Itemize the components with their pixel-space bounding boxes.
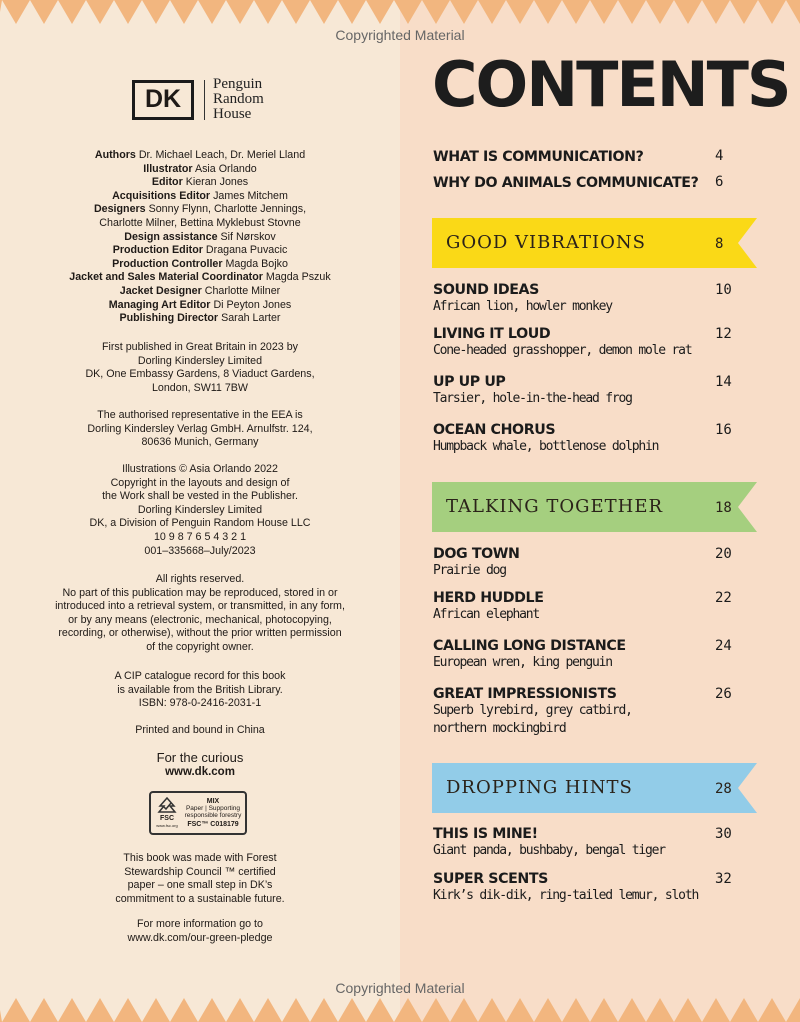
section-title: GOOD VIBRATIONS [446,232,646,253]
section-banner-good-vibrations[interactable] [432,218,757,268]
contents-page-number: 24 [715,638,732,654]
publication-line: Dorling Kindersley Limited [137,354,263,367]
entry-title: SOUND IDEAS [433,282,539,298]
credit-value: Charlotte Milner, Bettina Myklebust Stovne [99,216,301,229]
eea-line: The authorised representative in the EEA is [97,409,303,421]
credit-value: Magda Pszuk [265,271,331,284]
credit-line [42,190,358,204]
credit-role: Design assistance [124,230,218,243]
entry-title: SUPER SCENTS [433,871,548,887]
eea-block [40,409,360,450]
watermark-bottom: Copyrighted Material [335,980,465,996]
credit-line [42,149,358,163]
credits-block [42,149,358,326]
rights-line: recording, or otherwise), without the prior written permission [58,627,342,640]
contents-title: CONTENTS [432,48,790,121]
credit-role: Editor [151,176,183,189]
rights-line: introduced into a retrieval system, or transmitted, in any form, [55,600,345,613]
dk-website-link[interactable]: www.dk.com [165,766,235,778]
contents-intro-entry[interactable]: WHAT IS COMMUNICATION? [433,149,644,165]
rights-line: No part of this publication may be reproduced, stored in or [62,586,338,599]
forest-line: Stewardship Council ™ certified [124,865,276,878]
forest-line: This book was made with Forest [123,852,277,864]
credit-line [42,312,358,326]
forest-block [40,852,360,906]
contents-entry[interactable] [433,326,733,360]
cip-line: A CIP catalogue record for this book [114,670,286,682]
publisher-line: Random [213,91,264,107]
contents-entry[interactable] [433,282,733,316]
printed-block [40,724,360,738]
publication-line: London, SW11 7BW [151,381,249,394]
eea-line: Dorling Kindersley Verlag GmbH. Arnulfstr. 124, [87,422,313,435]
contents-page-number: 14 [715,374,732,390]
cip-line: ISBN: 978-0-2416-2031-1 [138,697,262,710]
entry-title: CALLING LONG DISTANCE [433,638,626,654]
copyright-line: the Work shall be vested in the Publisher. [102,490,298,503]
entry-subtitle: Superb lyrebird, grey catbird, [433,703,632,718]
credit-line [42,231,358,245]
entry-subtitle: Giant panda, bushbaby, bengal tiger [433,843,665,858]
logo-divider [204,80,205,120]
watermark-top: Copyrighted Material [335,27,465,43]
bottom-zigzag-border [0,998,800,1022]
section-page-number: 18 [715,500,732,516]
credit-value: Kieran Jones [185,176,249,189]
rights-block [40,573,360,655]
green-pledge-link[interactable]: www.dk.com/our-green-pledge [127,931,273,944]
eea-line: 80636 Munich, Germany [141,436,259,449]
contents-page-number: 32 [715,871,732,887]
credit-value: Di Peyton Jones [213,298,292,311]
credit-role: Jacket Designer [119,284,202,297]
rights-line: All rights reserved. [155,573,245,585]
publisher-name [213,77,264,122]
credit-role: Acquisitions Editor [112,189,211,202]
copyright-line: 10 9 8 7 6 5 4 3 2 1 [153,530,247,543]
curious-line: For the curious [156,750,244,765]
fsc-text [184,798,242,828]
contents-entry[interactable] [433,686,733,738]
contents-page-number: 12 [715,326,732,342]
credit-role: Authors [94,149,136,161]
contents-entry[interactable] [433,638,733,672]
entry-title: GREAT IMPRESSIONISTS [433,686,617,702]
tree-check-icon [157,797,177,815]
contents-page-number: 20 [715,546,732,562]
credit-value: Dragana Puvacic [205,244,288,257]
contents-entry[interactable] [433,871,733,905]
dk-logo [132,77,264,122]
contents-page-number: 16 [715,422,732,438]
credit-role: Jacket and Sales Material Coordinator [69,271,263,284]
contents-page-number: 4 [715,148,724,164]
credit-line [42,176,358,190]
contents-page-number: 22 [715,590,732,606]
credit-value: Sif Nørskov [220,230,276,243]
entry-title: THIS IS MINE! [433,826,538,842]
copyright-line: Dorling Kindersley Limited [137,503,263,516]
credit-value: Sarah Larter [221,312,281,325]
publication-line: First published in Great Britain in 2023 by [101,341,299,353]
section-title: TALKING TOGETHER [446,496,664,517]
fsc-mark-label: FSC [160,815,174,822]
credit-role: Designers [93,203,146,216]
publication-line: DK, One Embassy Gardens, 8 Viaduct Gardens, [85,368,315,381]
section-page-number: 28 [715,781,732,797]
entry-subtitle: northern mockingbird [433,721,566,736]
credit-value: James Mitchem [213,189,288,202]
credit-line [42,244,358,258]
copyright-line: Illustrations © Asia Orlando 2022 [122,463,278,475]
section-banner-talking-together[interactable] [432,482,757,532]
credit-line [42,163,358,177]
entry-title: LIVING IT LOUD [433,326,551,342]
entry-title: UP UP UP [433,374,506,390]
rights-line: or by any means (electronic, mechanical, photocopying, [68,613,332,626]
section-banner-dropping-hints[interactable] [432,763,757,813]
rights-line: of the copyright owner. [146,640,254,653]
contents-intro-entry[interactable]: WHY DO ANIMALS COMMUNICATE? [433,175,699,191]
credit-line [42,258,358,272]
fsc-tree-icon [154,796,180,830]
dk-mark: DK [132,80,194,120]
contents-page-number: 6 [715,174,724,190]
entry-title: OCEAN CHORUS [433,422,556,438]
credit-role: Production Editor [112,244,203,257]
forest-line: paper – one small step in DK’s [127,879,273,892]
entry-subtitle: Prairie dog [433,563,506,578]
entry-subtitle: African elephant [433,607,540,622]
credit-value: Dr. Michael Leach, Dr. Meriel Lland [138,149,306,161]
fsc-code: FSC™ C018179 [187,821,239,828]
credit-value: Charlotte Milner [204,284,281,297]
section-page-number: 8 [715,236,724,252]
credit-role: Illustrator [143,162,193,175]
contents-entry[interactable] [433,422,733,456]
fsc-certification-logo [149,791,247,835]
copyright-line: 001–335668–July/2023 [144,544,256,557]
fsc-line: Paper | Supporting [185,805,241,812]
contents-page-number: 10 [715,282,732,298]
contents-entry[interactable] [433,374,733,408]
cip-block [40,670,360,711]
entry-subtitle: Tarsier, hole-in-the-head frog [433,391,632,406]
fsc-line: responsible forestry [184,812,242,819]
entry-subtitle: Cone-headed grasshopper, demon mole rat [433,343,692,358]
credit-role: Publishing Director [119,312,219,325]
top-zigzag-border [0,0,800,24]
publication-block [40,341,360,395]
fsc-small-url: www.fsc.org [156,823,178,828]
credit-line [42,285,358,299]
publisher-line: House [213,106,252,122]
more-info-block [40,918,360,945]
entry-title: HERD HUDDLE [433,590,544,606]
fsc-mix: MIX [206,798,220,805]
publisher-line: Penguin [213,76,263,92]
credit-line [42,203,358,217]
credit-value: Asia Orlando [194,162,257,175]
credit-value: Magda Bojko [225,257,288,270]
credit-value: Sonny Flynn, Charlotte Jennings, [148,203,307,216]
credit-role: Managing Art Editor [108,298,211,311]
contents-entry[interactable] [433,826,733,860]
contents-page-number: 30 [715,826,732,842]
printed-line: Printed and bound in China [135,724,265,736]
more-info-line: For more information go to [137,918,263,930]
credit-line [42,299,358,313]
credit-line [42,271,358,285]
contents-entry[interactable] [433,546,733,580]
section-title: DROPPING HINTS [446,777,633,798]
copyright-block [40,463,360,558]
forest-line: commitment to a sustainable future. [115,892,285,905]
copyright-line: Copyright in the layouts and design of [110,476,290,489]
copyright-line: DK, a Division of Penguin Random House LLC [89,517,311,530]
entry-subtitle: Humpback whale, bottlenose dolphin [433,439,659,454]
curious-tagline [145,750,255,780]
contents-entry[interactable] [433,590,733,624]
credit-line [42,217,358,231]
credit-role: Production Controller [112,257,223,270]
contents-page-number: 26 [715,686,732,702]
entry-subtitle: African lion, howler monkey [433,299,612,314]
entry-subtitle: European wren, king penguin [433,655,612,670]
entry-title: DOG TOWN [433,546,520,562]
entry-subtitle: Kirk’s dik-dik, ring-tailed lemur, sloth [433,888,699,903]
cip-line: is available from the British Library. [117,683,283,696]
